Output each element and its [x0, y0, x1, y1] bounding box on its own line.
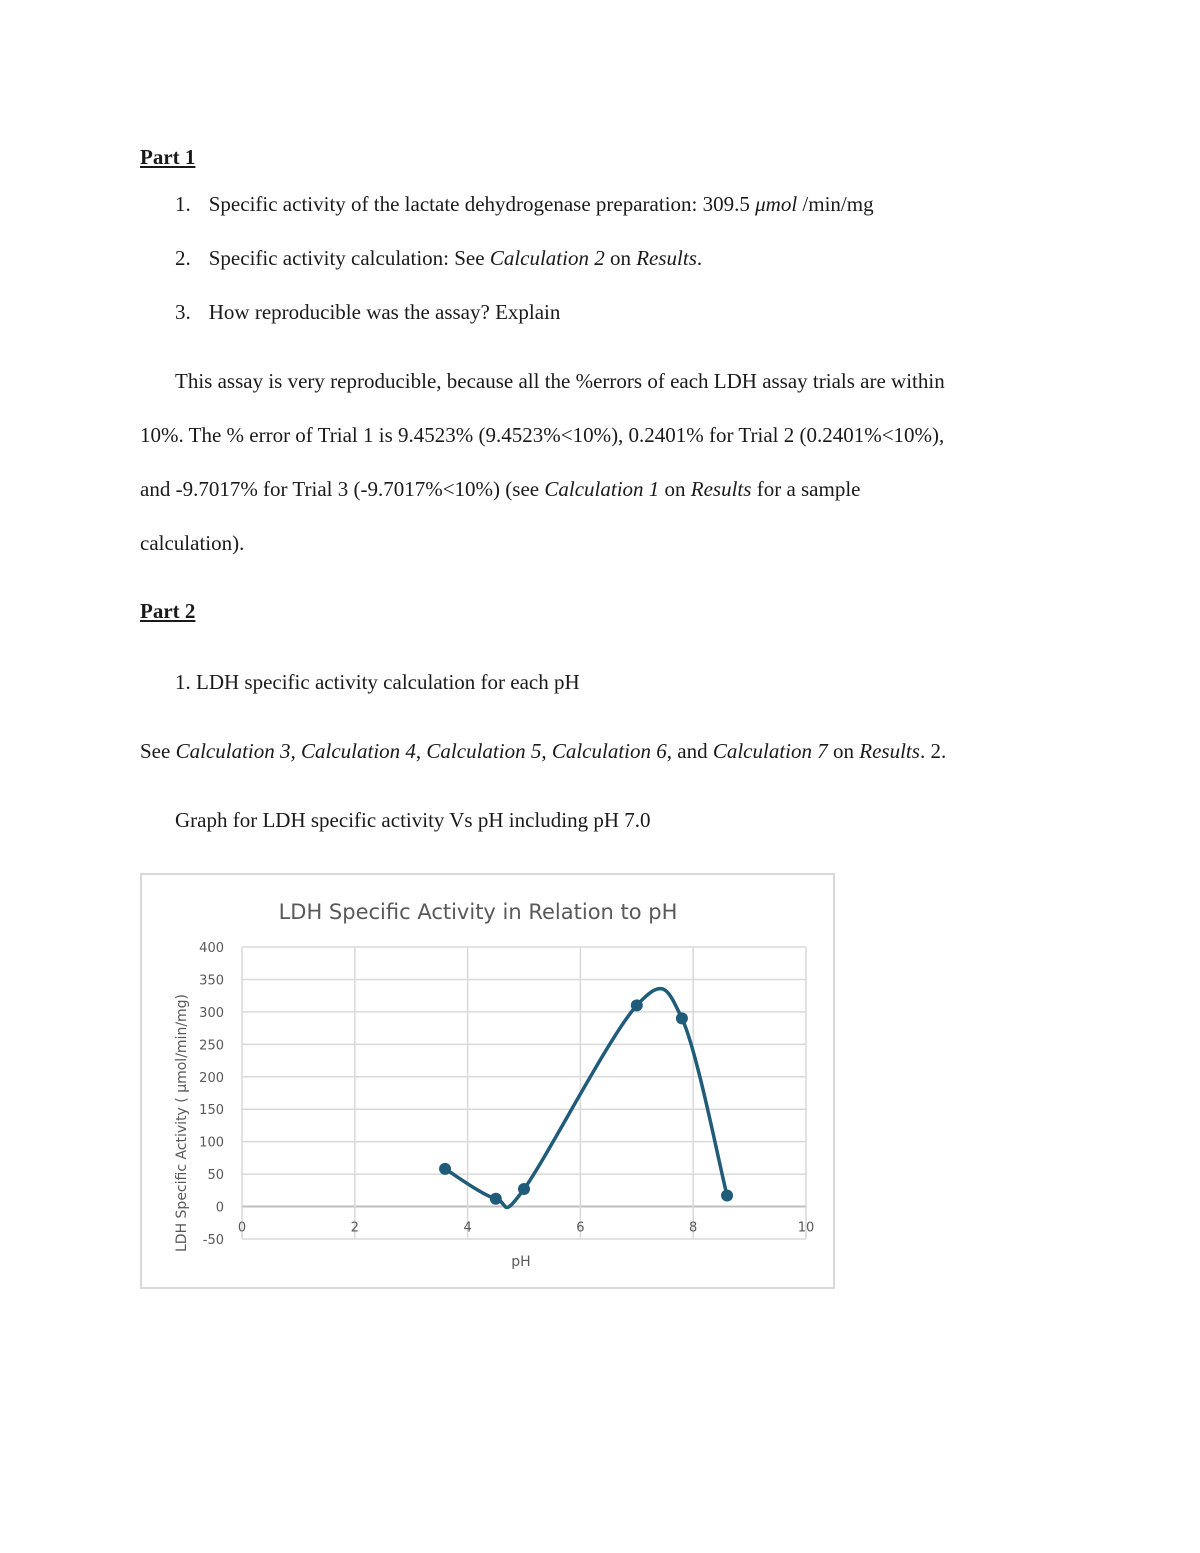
text-span: and -9.7017% for Trial 3 (-9.7017%<10%) (see	[140, 477, 545, 501]
item-number: 1.	[175, 192, 191, 216]
italic-span: Calculation 5	[426, 739, 542, 763]
graph-caption: Graph for LDH specific activity Vs pH including pH 7.0	[175, 808, 651, 832]
paragraph-line-4: calculation).	[140, 531, 245, 555]
x-tick-label: 2	[350, 1220, 359, 1236]
data-point	[518, 1183, 530, 1195]
y-tick-label: 250	[199, 1038, 224, 1054]
paragraph-line-2: 10%. The % error of Trial 1 is 9.4523% (9.4523%<10%), 0.2401% for Trial 2 (0.2401%<10%),	[140, 423, 945, 447]
item-text-after: /min/mg	[797, 192, 874, 216]
item-text: Specific activity calculation: See	[208, 246, 490, 270]
chart-title: LDH Specific Activity in Relation to pH	[278, 900, 678, 924]
y-tick-label: 0	[215, 1200, 224, 1216]
item-end: .	[696, 246, 703, 270]
unit-italic: μmol	[755, 192, 798, 216]
part2-item-1: 1. LDH specific activity calculation for each pH	[175, 670, 580, 694]
item-text: How reproducible was the assay? Explain	[208, 300, 561, 324]
chart-svg	[142, 875, 837, 1291]
x-axis-label: pH	[511, 1254, 531, 1270]
y-tick-label: 350	[199, 973, 224, 989]
y-tick-label: 300	[199, 1005, 224, 1021]
text-span: on	[659, 477, 691, 501]
y-tick-label: 400	[199, 941, 224, 956]
text-span: for a sample	[751, 477, 861, 501]
text-span: ,	[541, 739, 552, 763]
part1-item-2	[175, 248, 702, 269]
item-italic-1: Calculation 2	[489, 246, 605, 270]
italic-span: Calculation 6	[551, 739, 667, 763]
text-span: , and	[666, 739, 713, 763]
text-span: on	[827, 739, 860, 763]
part1-heading: Part 1	[140, 145, 196, 169]
item-number: 2.	[175, 246, 191, 270]
y-axis-label: LDH Specific Activity ( μmol/min/mg)	[174, 993, 190, 1253]
x-tick-label: 10	[797, 1220, 815, 1236]
data-point	[439, 1163, 451, 1175]
italic-span: Calculation 1	[544, 477, 660, 501]
y-tick-label: 150	[199, 1103, 224, 1119]
item-number: 3.	[175, 300, 191, 324]
x-tick-label: 8	[689, 1220, 698, 1236]
paragraph-line-3	[140, 479, 861, 500]
y-tick-label: 200	[199, 1070, 224, 1086]
item-mid: on	[604, 246, 637, 270]
part2-see-line	[140, 741, 946, 762]
paragraph-line-1: This assay is very reproducible, because all the %errors of each LDH assay trials are within	[175, 369, 945, 393]
data-point	[676, 1012, 688, 1024]
italic-span: Calculation 3, Calculation 4	[175, 739, 416, 763]
y-tick-label: 100	[199, 1135, 224, 1151]
item-italic-2: Results	[636, 246, 697, 270]
y-tick-label: 50	[207, 1168, 224, 1184]
tick-layer	[199, 941, 814, 1248]
data-point	[721, 1190, 733, 1202]
part2-heading: Part 2	[140, 599, 196, 623]
data-point	[631, 999, 643, 1011]
item-text: Specific activity of the lactate dehydrogenase preparation: 309.5	[208, 192, 756, 216]
italic-span: Results	[859, 739, 920, 763]
part1-item-3	[175, 302, 560, 323]
y-tick-label: -50	[202, 1233, 224, 1248]
italic-span: Calculation 7	[712, 739, 828, 763]
x-tick-label: 6	[576, 1220, 585, 1236]
text-span: . 2.	[919, 739, 947, 763]
x-tick-label: 4	[463, 1220, 472, 1236]
text-span: See	[140, 739, 176, 763]
italic-span: Results	[690, 477, 752, 501]
text-span: ,	[415, 739, 427, 763]
x-tick-label: 0	[237, 1220, 247, 1236]
part1-item-1	[175, 194, 874, 215]
chart-container	[140, 873, 835, 1289]
data-point	[490, 1193, 502, 1205]
